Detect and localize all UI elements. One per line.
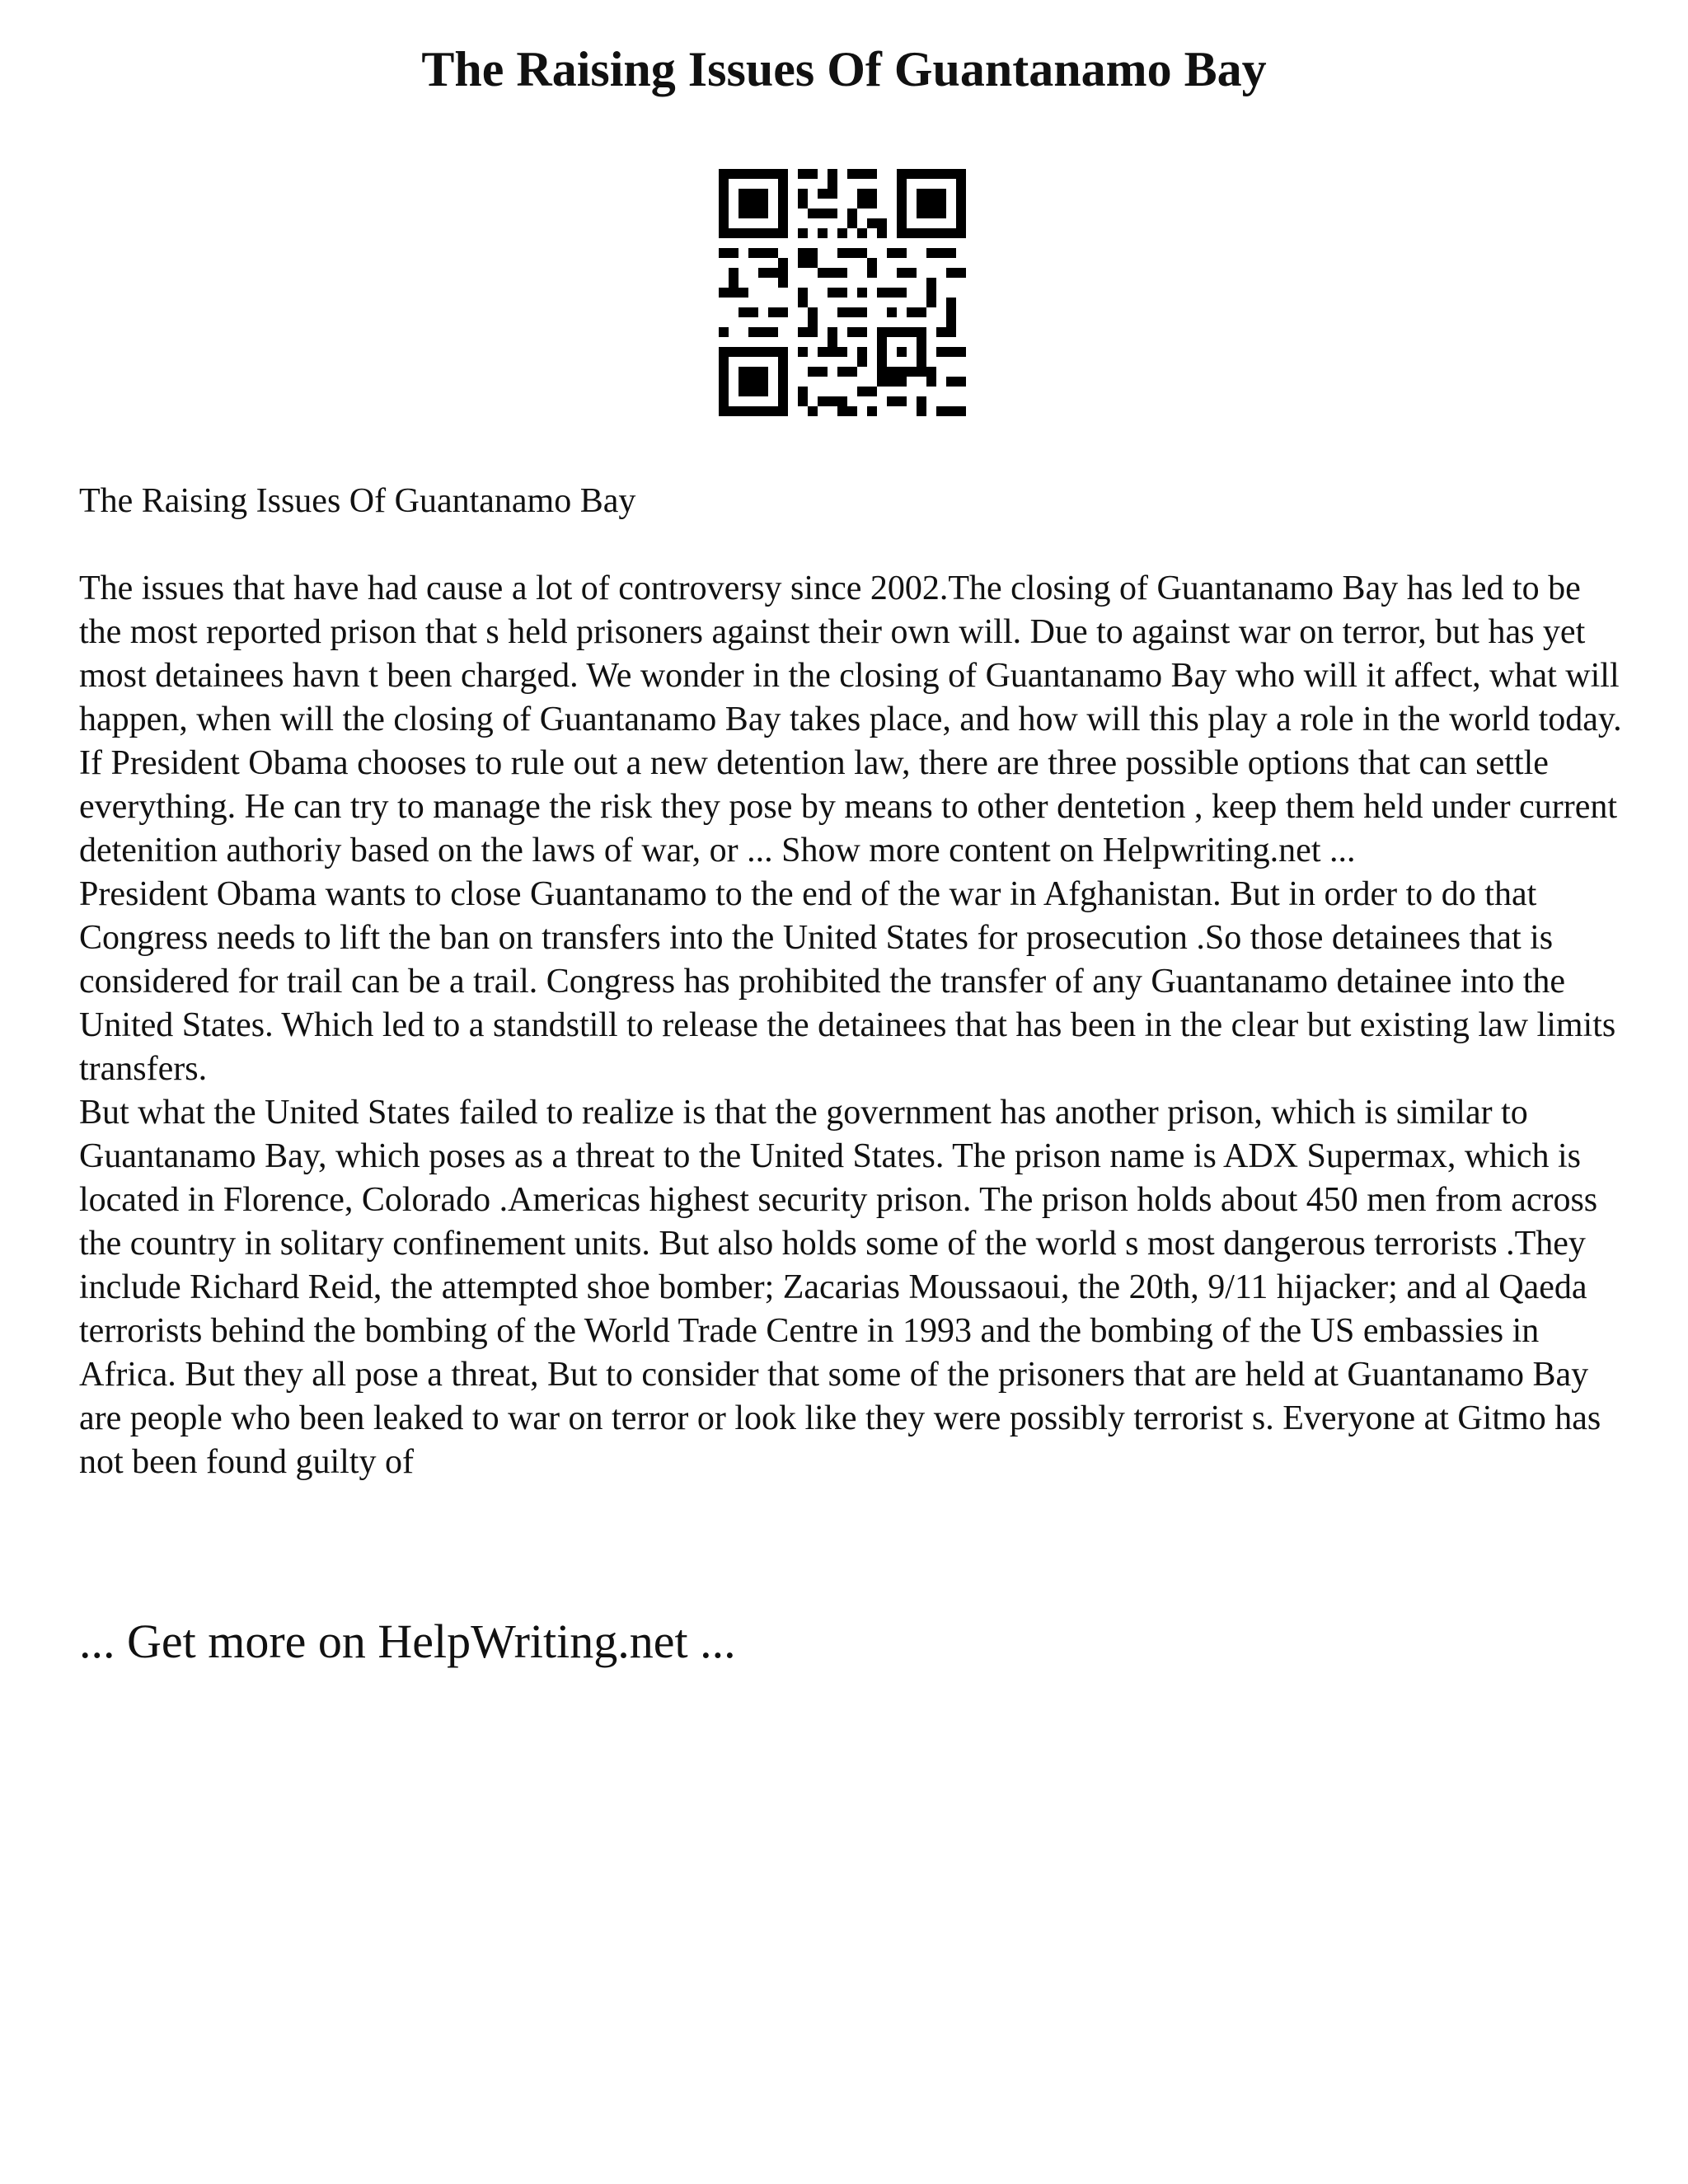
paragraph-2: If President Obama chooses to rule out a new detention law, there are three possible options that can settle everything. He can try to manage the risk they pose by means to other dentetion , keep them held under current detenition authoriy based on the laws of war, or ... Show more content on Helpwriting.net ... bbox=[79, 744, 1618, 869]
qr-code-icon[interactable] bbox=[719, 169, 966, 416]
page-title: The Raising Issues Of Guantanamo Bay bbox=[421, 42, 1267, 96]
paragraph-1: The issues that have had cause a lot of controversy since 2002.The closing of Guantanamo Bay has led to be the most reported prison that s held prisoners against their own will. Due to against war on terror, but has yet most detainees havn t been charged. We wonder in the closing of Guantanamo Bay who will it affect, what will happen, when will the closing of Guantanamo Bay takes place, and how will this play a role in the world today. bbox=[79, 569, 1622, 738]
get-more-link[interactable]: ... Get more on HelpWriting.net ... bbox=[79, 1615, 736, 1668]
paragraph-3: President Obama wants to close Guantanamo to the end of the war in Afghanistan. But in order to do that Congress needs to lift the ban on transfers into the United States for prosecution .So those detainees that is considered for trail can be a trail. Congress has prohibited the transfer of any Guantanamo detainee into the United States. Which led to a standstill to release the detainees that has been in the clear but existing law limits transfers. bbox=[79, 875, 1616, 1088]
article-subtitle: The Raising Issues Of Guantanamo Bay bbox=[79, 482, 636, 520]
paragraph-4: But what the United States failed to realize is that the government has another prison, which is similar to Guantanamo Bay, which poses as a threat to the United States. The prison name is ADX Supermax, which is located in Florence, Colorado .Americas highest security prison. The prison holds about 450 men from across the country in solitary confinement units. But also holds some of the world s most dangerous terrorists .They include Richard Reid, the attempted shoe bomber; Zacarias Moussaoui, the 20th, 9/11 hijacker; and al Qaeda terrorists behind the bombing of the World Trade Centre in 1993 and the bombing of the US embassies in Africa. But they all pose a threat, But to consider that some of the prisoners that are held at Guantanamo Bay are people who been leaked to war on terror or look like they were possibly terrorist s. Everyone at Gitmo has not been found guilty of bbox=[79, 1094, 1601, 1481]
article-body bbox=[79, 480, 1629, 1484]
